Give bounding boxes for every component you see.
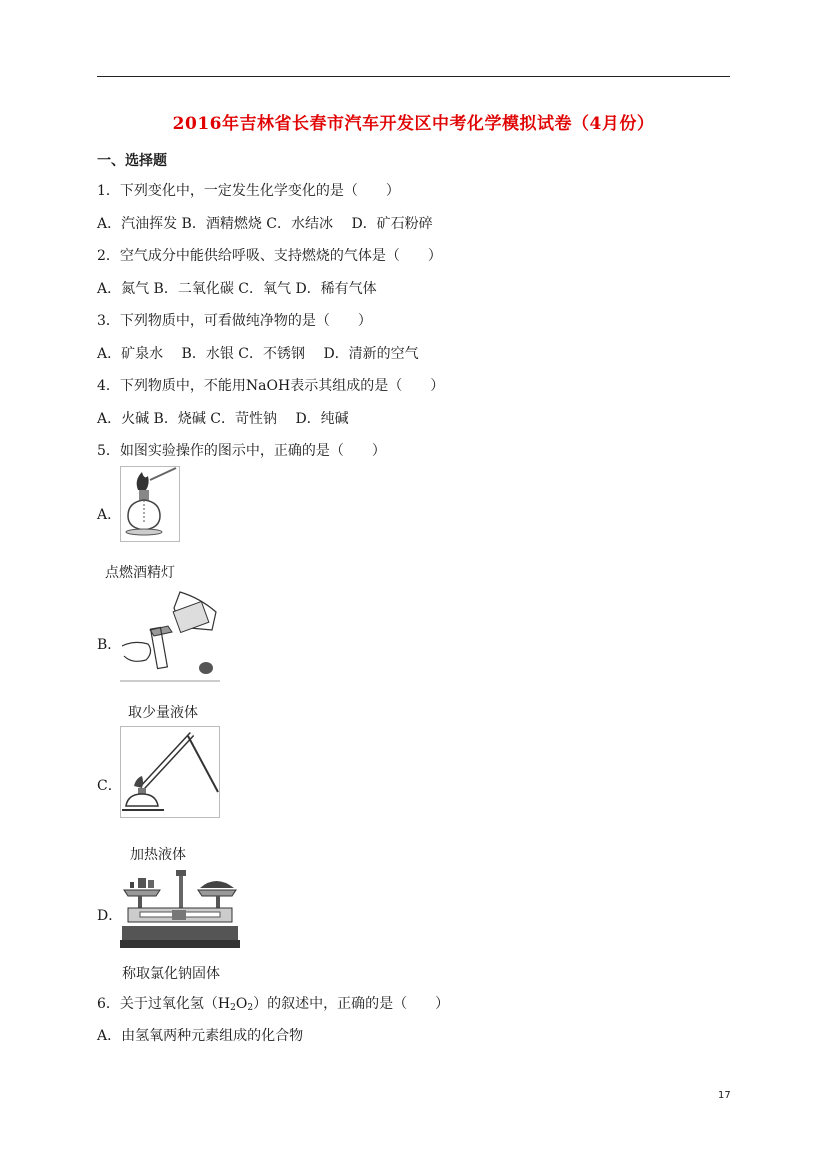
pouring-liquid-figure: [120, 590, 220, 682]
q2-stem: 2．空气成分中能供给呼吸、支持燃烧的气体是（ ）: [97, 248, 442, 264]
heating-liquid-figure: [120, 726, 220, 818]
q5-option-d-caption: 称取氯化钠固体: [122, 966, 220, 982]
q3-options: A．矿泉水 B．水银 C．不锈钢 D．清新的空气: [97, 346, 419, 362]
q5-option-b-label: B．: [97, 637, 122, 653]
alcohol-lamp-figure: [120, 466, 180, 542]
q5-option-b-caption: 取少量液体: [128, 705, 198, 721]
q5-stem: 5．如图实验操作的图示中，正确的是（ ）: [97, 443, 386, 459]
header-rule: [97, 76, 730, 77]
q1-options: A．汽油挥发 B．酒精燃烧 C．水结冰 D．矿石粉碎: [97, 216, 433, 232]
q5-option-a-label: A．: [97, 507, 122, 523]
page-title: 2016年吉林省长春市汽车开发区中考化学模拟试卷（4月份）: [172, 114, 655, 134]
q6-options: A．由氢氧两种元素组成的化合物: [97, 1028, 304, 1044]
q4-stem: 4．下列物质中，不能用NaOH表示其组成的是（ ）: [97, 378, 445, 394]
q2-options: A．氮气 B．二氧化碳 C．氧气 D．稀有气体: [97, 281, 377, 297]
q5-option-d-label: D．: [97, 908, 123, 924]
balance-figure: [120, 868, 240, 950]
section-heading: 一、选择题: [97, 153, 167, 169]
q4-options: A．火碱 B．烧碱 C．苛性钠 D．纯碱: [97, 411, 349, 427]
q5-option-c-label: C．: [97, 778, 122, 794]
q1-stem: 1．下列变化中，一定发生化学变化的是（ ）: [97, 183, 400, 199]
q5-option-a-caption: 点燃酒精灯: [105, 565, 175, 581]
q3-stem: 3．下列物质中，可看做纯净物的是（ ）: [97, 313, 372, 329]
page-number: 17: [718, 1090, 731, 1101]
q5-option-c-caption: 加热液体: [130, 847, 186, 863]
q6-stem: 6．关于过氧化氢$(H_2O_2)$的叙述中，正确的是（ ）: [97, 996, 450, 1013]
